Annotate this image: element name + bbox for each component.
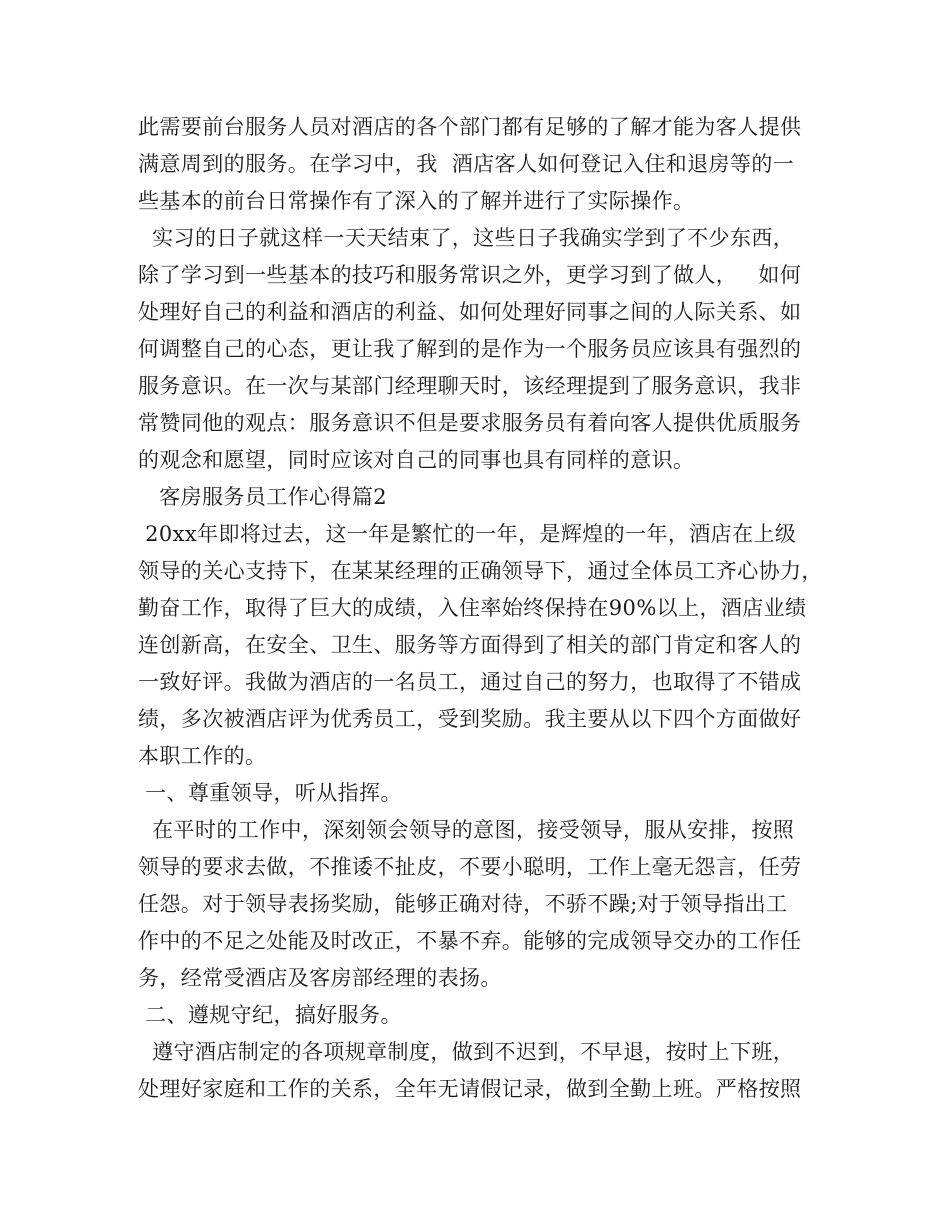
text-line: 处理好自己的利益和酒店的利益、如何处理好同事之间的人际关系、如 bbox=[138, 300, 802, 324]
text-line: 绩，多次被酒店评为优秀员工，受到奖励。我主要从以下四个方面做好 bbox=[138, 707, 802, 731]
text-line: 务，经常受酒店及客房部经理的表扬。 bbox=[138, 966, 502, 990]
text-line: 些基本的前台日常操作有了深入的了解并进行了实际操作。 bbox=[138, 189, 695, 213]
text-line: 连创新高，在安全、卫生、服务等方面得到了相关的部门肯定和客人的 bbox=[138, 633, 802, 657]
text-line: 服务意识。在一次与某部门经理聊天时，该经理提到了服务意识，我非 bbox=[138, 374, 802, 398]
text-line: 满意周到的服务。在学习中，我 酒店客人如何登记入住和退房等的一 bbox=[138, 152, 795, 176]
text-line: 一致好评。我做为酒店的一名员工，通过自己的努力，也取得了不错成 bbox=[138, 670, 802, 694]
text-line: 20xx年即将过去，这一年是繁忙的一年，是辉煌的一年，酒店在上级 bbox=[138, 522, 797, 546]
text-line: 领导的要求去做，不推诿不扯皮，不要小聪明，工作上毫无怨言，任劳 bbox=[138, 855, 802, 879]
text-line: 处理好家庭和工作的关系，全年无请假记录，做到全勤上班。严格按照 bbox=[138, 1077, 802, 1101]
text-line: 遵守酒店制定的各项规章制度，做到不迟到，不早退，按时上下班， bbox=[138, 1040, 795, 1064]
text-line: 此需要前台服务人员对酒店的各个部门都有足够的了解才能为客人提供 bbox=[138, 115, 802, 139]
text-line: 实习的日子就这样一天天结束了，这些日子我确实学到了不少东西， bbox=[138, 226, 795, 250]
subheading: 二、遵规守纪，搞好服务。 bbox=[138, 1003, 402, 1027]
document-body bbox=[138, 109, 828, 1108]
text-line: 何调整自己的心态，更让我了解到的是作为一个服务员应该具有强烈的 bbox=[138, 337, 802, 361]
text-line: 常赞同他的观点：服务意识不但是要求服务员有着向客人提供优质服务 bbox=[138, 411, 802, 435]
text-line: 作中的不足之处能及时改正，不暴不弃。能够的完成领导交办的工作任 bbox=[138, 929, 802, 953]
text-line: 除了学习到一些基本的技巧和服务常识之外，更学习到了做人， 如何 bbox=[138, 263, 802, 287]
section-heading: 客房服务员工作心得篇2 bbox=[138, 485, 387, 509]
text-line: 的观念和愿望，同时应该对自己的同事也具有同样的意识。 bbox=[138, 448, 695, 472]
text-line: 领导的关心支持下，在某某经理的正确领导下，通过全体员工齐心协力， bbox=[138, 559, 823, 583]
subheading: 一、尊重领导，听从指挥。 bbox=[138, 781, 402, 805]
text-line: 本职工作的。 bbox=[138, 744, 267, 768]
text-line: 在平时的工作中，深刻领会领导的意图，接受领导，服从安排，按照 bbox=[138, 818, 795, 842]
text-line: 勤奋工作，取得了巨大的成绩，入住率始终保持在90%以上，酒店业绩 bbox=[138, 596, 807, 620]
text-line: 任怨。对于领导表扬奖励，能够正确对待，不骄不躁;对于领导指出工 bbox=[138, 892, 788, 916]
